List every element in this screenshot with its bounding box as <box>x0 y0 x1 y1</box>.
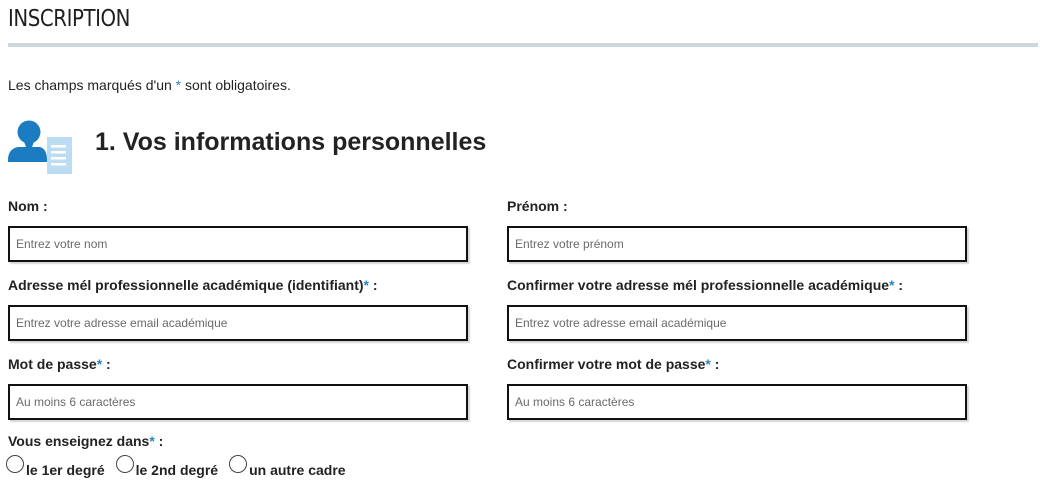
password-label-suffix: : <box>102 356 111 372</box>
radio-button[interactable] <box>116 455 134 473</box>
email-input[interactable] <box>8 305 468 341</box>
prenom-field-group <box>507 197 967 262</box>
nom-input[interactable] <box>8 226 468 262</box>
user-form-icon <box>7 116 73 176</box>
prenom-label: Prénom : <box>507 198 568 214</box>
required-star: * <box>363 277 369 293</box>
notice-text-end: sont obligatoires. <box>185 77 291 93</box>
radio-button[interactable] <box>6 455 24 473</box>
email-confirm-label <box>507 276 967 294</box>
radio-label: le 2nd degré <box>135 462 219 478</box>
password-confirm-label-suffix: : <box>710 356 720 372</box>
section-title: 1. Vos informations personnelles <box>95 128 487 156</box>
email-confirm-label-suffix: : <box>894 277 904 293</box>
radio-button[interactable] <box>229 455 247 473</box>
required-fields-notice <box>8 77 291 93</box>
password-confirm-label-text: Confirmer votre mot de passe <box>507 356 706 372</box>
required-star: * <box>175 77 182 93</box>
password-confirm-input[interactable] <box>507 384 967 420</box>
password-label-text: Mot de passe <box>8 356 97 372</box>
email-label-suffix: : <box>369 277 378 293</box>
teaching-label-suffix: : <box>154 433 164 449</box>
password-input[interactable] <box>8 384 468 420</box>
password-confirm-label <box>507 355 967 373</box>
prenom-input[interactable] <box>507 226 967 262</box>
heading-divider <box>8 43 1038 47</box>
email-confirm-field-group <box>507 276 967 341</box>
email-confirm-label-text: Confirmer votre adresse mél professionnelle académique <box>507 277 890 293</box>
required-star: * <box>149 433 155 449</box>
radio-label: le 1er degré <box>26 462 105 478</box>
radio-label: un autre cadre <box>249 462 346 478</box>
email-label <box>8 276 468 294</box>
required-star: * <box>705 356 711 372</box>
nom-field-group <box>8 197 468 262</box>
teaching-label-text: Vous enseignez dans <box>8 433 150 449</box>
password-label <box>8 355 468 373</box>
radio-option-autre-cadre[interactable] <box>229 455 346 478</box>
password-confirm-field-group <box>507 355 967 420</box>
required-star: * <box>889 277 895 293</box>
password-field-group <box>8 355 468 420</box>
page-title: INSCRIPTION <box>8 6 131 32</box>
email-field-group <box>8 276 468 341</box>
radio-option-1er-degre[interactable] <box>6 455 105 478</box>
required-star: * <box>96 356 103 372</box>
email-confirm-input[interactable] <box>507 305 967 341</box>
teaching-label <box>8 433 163 449</box>
notice-text-start: Les champs marqués d'un <box>8 77 172 93</box>
nom-label: Nom : <box>8 198 48 214</box>
teaching-radio-group <box>6 455 357 478</box>
email-label-text: Adresse mél professionnelle académique (identifiant) <box>8 277 364 293</box>
radio-option-2nd-degre[interactable] <box>116 455 219 478</box>
